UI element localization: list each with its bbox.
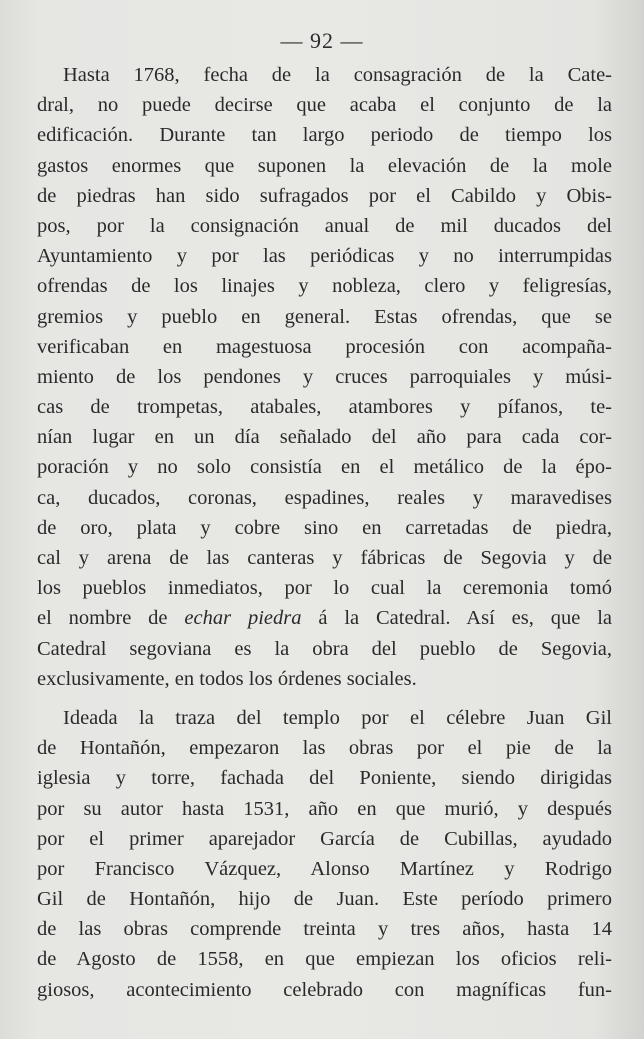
text-line: por el primer aparejador García de Cubillas, ayudado: [37, 827, 612, 850]
text-run: el nombre de: [37, 607, 185, 630]
text-line: los pueblos inmediatos, por lo cual la ceremonia tomó: [37, 577, 612, 600]
text-line: Hasta 1768, fecha de la consagración de la Cate-: [63, 64, 612, 86]
paragraph-2: [37, 703, 612, 1005]
text-line: cal y arena de las canteras y fábricas de Segovia y de: [37, 547, 612, 569]
paragraph-1: [37, 60, 612, 694]
text-line: Catedral segoviana es la obra del pueblo de Segovia,: [37, 637, 612, 660]
paragraph-gap: [37, 694, 612, 703]
text-line: gremios y pueblo en general. Estas ofrendas, que se: [37, 305, 612, 328]
text-line: Gil de Hontañón, hijo de Juan. Este período primero: [37, 888, 612, 911]
text-line: Ayuntamiento y por las periódicas y no interrumpidas: [37, 245, 612, 268]
text-line: dral, no puede decirse que acaba el conjunto de la: [37, 94, 612, 117]
text-line: de Hontañón, empezaron las obras por el pie de la: [37, 737, 612, 760]
text-line: iglesia y torre, fachada del Poniente, siendo dirigidas: [37, 767, 612, 790]
text-line: gastos enormes que suponen la elevación de la mole: [37, 154, 612, 177]
text-line: nían lugar en un día señalado del año para cada cor-: [37, 426, 612, 449]
text-line: pos, por la consignación anual de mil ducados del: [37, 214, 612, 237]
text-line: ca, ducados, coronas, espadines, reales y maravedises: [37, 486, 612, 509]
page-number: — 92 —: [280, 28, 364, 53]
text-line-with-italic: [37, 603, 612, 633]
text-run: á la Catedral. Así es, que la: [301, 607, 612, 630]
text-line: por su autor hasta 1531, año en que murió, y después: [37, 797, 612, 820]
text-line: ofrendas de los linajes y nobleza, clero y feligresías,: [37, 275, 612, 298]
text-line: cas de trompetas, atabales, atambores y pífanos, te-: [37, 396, 612, 419]
text-line: miento de los pendones y cruces parroquiales y músi-: [37, 365, 612, 388]
text-line: edificación. Durante tan largo periodo de tiempo los: [37, 124, 612, 147]
text-line: exclusivamente, en todos los órdenes sociales.: [37, 667, 417, 690]
text-line: poración y no solo consistía en el metálico de la épo-: [37, 456, 612, 479]
text-line: giosos, acontecimiento celebrado con magníficas fun-: [37, 978, 612, 1001]
body-text: [37, 60, 612, 1005]
text-line: de oro, plata y cobre sino en carretadas de piedra,: [37, 516, 612, 539]
text-line: de las obras comprende treinta y tres años, hasta 14: [37, 918, 612, 941]
text-line: de Agosto de 1558, en que empiezan los oficios reli-: [37, 948, 612, 971]
text-line: por Francisco Vázquez, Alonso Martínez y Rodrigo: [37, 857, 612, 880]
italic-phrase: echar piedra: [184, 607, 302, 630]
text-line: verificaban en magestuosa procesión con acompaña-: [37, 335, 612, 358]
text-line: de piedras han sido sufragados por el Cabildo y Obis-: [37, 184, 612, 207]
text-line: Ideada la traza del templo por el célebre Juan Gil: [63, 706, 612, 729]
